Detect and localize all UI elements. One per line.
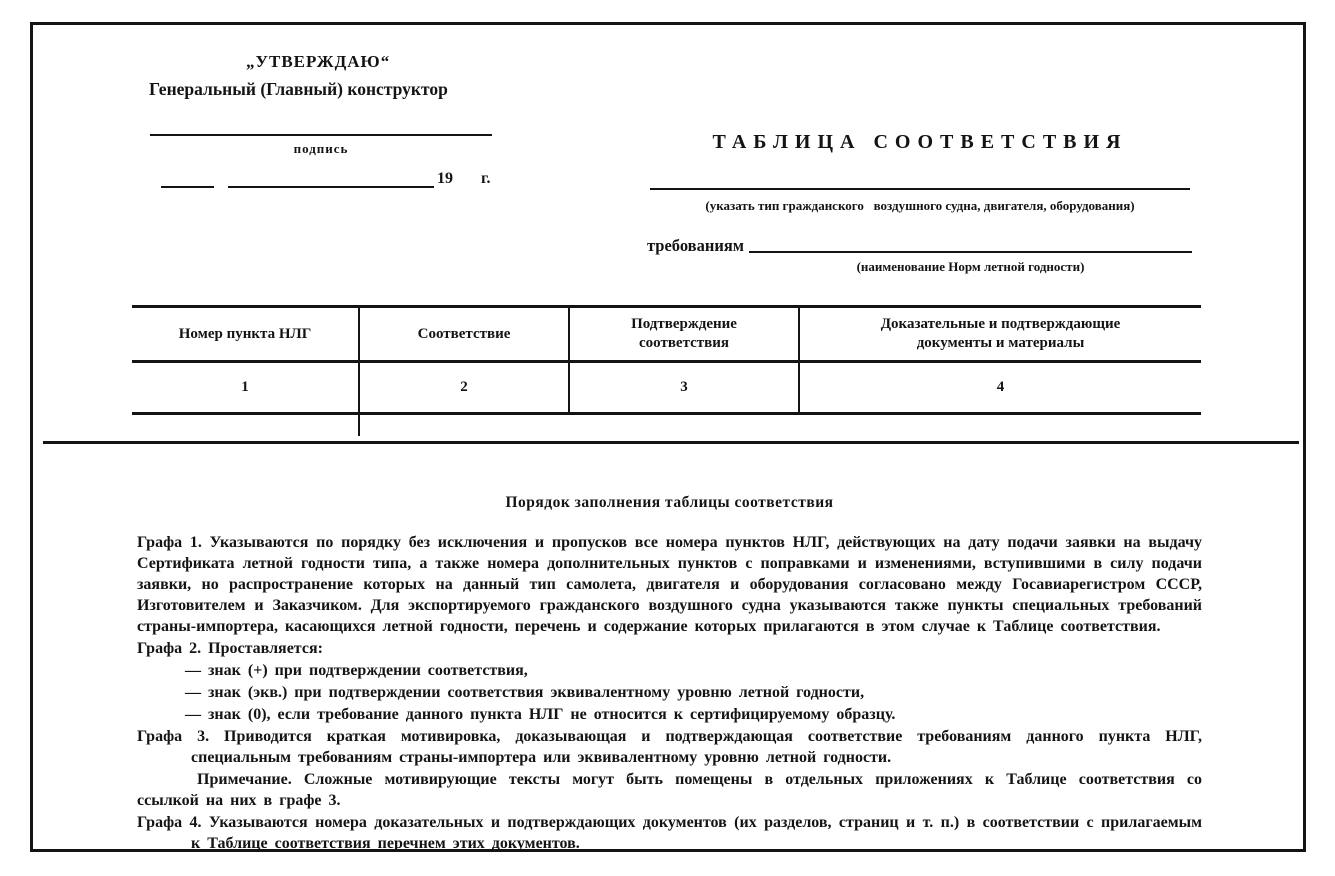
table-header-cell	[570, 308, 800, 360]
requirements-caption: (наименование Норм летной годности)	[856, 259, 1085, 274]
grafa-4-paragraph: Графа 4. Указываются номера доказательных и подтверждающих документов (их разделов, страниц и т. п.) в соответствии с прилагаемым к Таблице соответствия перечнем этих документов.	[137, 814, 1202, 852]
table-header-cell	[800, 308, 1201, 360]
table-header-cell	[360, 308, 570, 360]
instructions-section	[137, 492, 1202, 855]
date-day-line	[161, 186, 214, 188]
column-number-cell	[360, 363, 570, 412]
column-number: 2	[460, 379, 468, 395]
column-number-cell	[570, 363, 800, 412]
approval-stamp: „УТВЕРЖДАЮ“	[246, 52, 391, 71]
document-title: ТАБЛИЦА СООТВЕТСТВИЯ	[712, 131, 1128, 153]
date-year-suffix: г.	[481, 170, 491, 187]
signature-line	[150, 134, 492, 136]
column-number: 3	[680, 379, 688, 395]
grafa-2-item: — знак (+) при подтверждении соответствия,	[185, 662, 528, 679]
header-label: Подтверждение соответствия	[631, 316, 737, 351]
column-number-cell	[132, 363, 360, 412]
header-label: Соответствие	[417, 325, 511, 342]
grafa-2-item: — знак (экв.) при подтверждении соответствия эквивалентному уровню летной годности,	[185, 684, 865, 701]
note-paragraph: Примечание. Сложные мотивирующие тексты могут быть помещены в отдельных приложениях к Таблице соответствия со ссылкой на них в графе 3.	[137, 771, 1202, 809]
column-number: 1	[241, 379, 249, 395]
section-separator-line	[43, 441, 1299, 444]
conformity-table	[132, 305, 1201, 415]
table-number-row	[132, 363, 1201, 412]
grafa-1-paragraph: Графа 1. Указываются по порядку без исключения и пропусков все номера пунктов НЛГ, действующих на дату подачи заявки на выдачу Сертификата летной годности типа, а также номера дополнительных пунктов с поправками и изменениями, вступившими в силу подачи заявки, но распространение которых на данный тип самолета, двигателя и оборудования согласовано между Госавиарегистром СССР, Изготовителем и Заказчиком. Для экспортируемого гражданского воздушного судна указываются также пункты специальных требований страны-импортера, касающихся летной годности, перечень и содержание которых прилагаются в этом случае к Таблице соответствия.	[137, 534, 1202, 635]
column-number: 4	[996, 379, 1005, 395]
column-number-cell	[800, 363, 1201, 412]
table-bottom-rule	[132, 412, 1201, 415]
header-label: Доказательные и подтверждающие документы и материалы	[880, 316, 1121, 351]
aircraft-type-line	[650, 188, 1190, 190]
instructions-heading: Порядок заполнения таблицы соответствия	[505, 494, 834, 511]
approver-title: Генеральный (Главный) конструктор	[149, 79, 448, 99]
grafa-3-paragraph: Графа 3. Приводится краткая мотивировка, доказывающая и подтверждающая соответствие требованиям данного пункта НЛГ, специальным требованиям страны-импортера или эквивалентному уровню летной годности.	[137, 728, 1202, 766]
signature-caption: подпись	[293, 141, 349, 156]
table-header-cell	[132, 308, 360, 360]
grafa-2-intro: Графа 2. Проставляется:	[137, 640, 323, 657]
table-header-row	[132, 308, 1201, 360]
date-year-prefix: 19	[437, 170, 453, 187]
date-month-line	[228, 186, 434, 188]
grafa-2-item: — знак (0), если требование данного пункта НЛГ не относится к сертифицируемому образцу.	[185, 706, 896, 723]
header-label: Номер пункта НЛГ	[178, 325, 312, 342]
requirements-line	[749, 251, 1192, 253]
requirements-label: требованиям	[647, 236, 745, 255]
column-divider-stub	[358, 415, 360, 436]
aircraft-type-caption: (указать тип гражданского воздушного судна, двигателя, оборудования)	[705, 198, 1135, 213]
